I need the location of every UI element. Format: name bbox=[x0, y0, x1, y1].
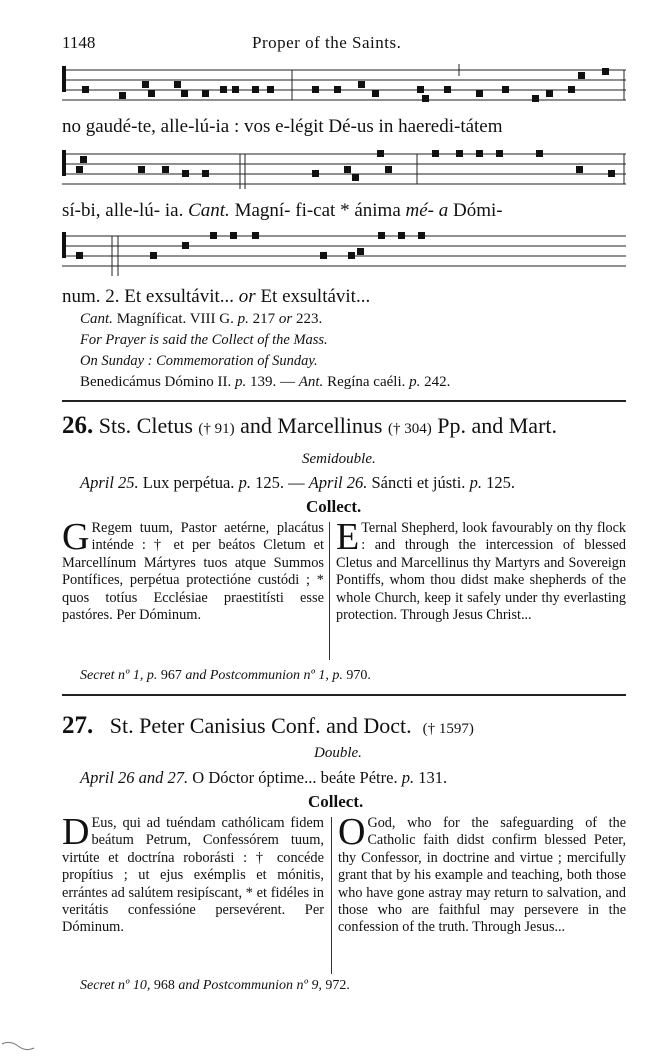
feast-26-collect-latin: G Regem tuum, Pastor aetérne, placátus inténde : † et per beátos Cletum et Marcellínum Mártyres tuos atque Summos Pontífices, perpétua protectióne custódi ; * quos totíus Ecclésiae praestitísti esse pastóres. Per Dóminum. bbox=[62, 516, 324, 624]
chant-staff-2 bbox=[62, 144, 626, 196]
feast-27-collect-title: Collect. bbox=[308, 792, 364, 811]
section-divider-1 bbox=[62, 400, 626, 402]
feast-27-collect-english: O God, who for the safeguarding of the Catholic faith didst confirm blessed Peter, thy Confessor, in doctrine and virtue ; mercifully grant that by his example and teaching, both those who have gone astray may return to salvation, and those who are faithful may persevere in the confession of the truth. Through Jesus... bbox=[338, 811, 626, 936]
chant-staff-3 bbox=[62, 226, 626, 282]
feast-26-references: April 25. Lux perpétua. p. 125. — April 26. Sáncti et jústi. p. 125. bbox=[80, 473, 515, 492]
dropcap: G bbox=[62, 516, 90, 558]
feast-27-secret: Secret nº 10, 968 and Postcommunion nº 9, 972. bbox=[80, 978, 350, 993]
feast-27-rank: Double. bbox=[314, 745, 362, 761]
rubric-benedicamus: Benedicámus Dómino II. p. 139. — Ant. Regína caéli. p. 242. bbox=[80, 374, 451, 390]
feast-26-heading: 26. Sts. Cletus († 91) and Marcellinus († 304) Pp. and Mart. bbox=[62, 412, 558, 439]
dropcap: E bbox=[336, 516, 360, 558]
feast-27-references: April 26 and 27. O Dóctor óptime... beáte Pétre. p. 131. bbox=[80, 768, 448, 787]
chant-staff-1 bbox=[62, 62, 626, 112]
rubric-sunday: On Sunday : Commemoration of Sunday. bbox=[80, 353, 318, 369]
section-divider-2 bbox=[62, 694, 626, 696]
dropcap: D bbox=[62, 811, 90, 853]
feast-26-collect-title: Collect. bbox=[306, 497, 362, 516]
page-number: 1148 bbox=[62, 33, 96, 52]
running-title: Proper of the Saints. bbox=[252, 33, 402, 52]
column-divider-26 bbox=[329, 522, 330, 660]
feast-27-heading: 27. St. Peter Canisius Conf. and Doct. († 1597) bbox=[62, 712, 474, 739]
feast-26-collect-english: E Ternal Shepherd, look favourably on thy flock : and through the intercession of blessed Cletus and Marcellinus thy Martyrs and Sovereign Pontiffs, whom thou didst make shepherds of the whole Church, keep it safely under thy everlasting protection. Through Jesus Christ... bbox=[336, 516, 626, 624]
rubric-prayer: For Prayer is said the Collect of the Mass. bbox=[80, 332, 328, 348]
column-divider-27 bbox=[331, 817, 332, 974]
feast-26-rank: Semidouble. bbox=[302, 451, 376, 467]
rubric-magnificat: Cant. Magníficat. VIII G. p. 217 or 223. bbox=[80, 311, 323, 327]
feast-26-secret: Secret nº 1, p. 967 and Postcommunion nº 1, p. 970. bbox=[80, 668, 371, 683]
dropcap: O bbox=[338, 811, 366, 853]
chant-lyrics-3: num. 2. Et exsultávit... or Et exsultávit... bbox=[62, 286, 371, 307]
chant-lyrics-2: sí-bi, alle-lú- ia. Cant. Magní- fi-cat * ánima mé- a Dómi- bbox=[62, 200, 503, 221]
page-corner-mark bbox=[0, 1026, 40, 1056]
feast-27-collect-latin: D Eus, qui ad tuéndam cathólicam fidem beátum Petrum, Confessórem tuum, virtúte et doctrína roborásti : † concéde propítius ; ut ejus exémplis et mónitis, errántes ad salútem resipíscant, * et fidéles in veritátis confessióne persevérent. Per Dóminum. bbox=[62, 811, 324, 936]
chant-lyrics-1: no gaudé-te, alle-lú-ia : vos e-légit Dé-us in haeredi-tátem bbox=[62, 116, 503, 137]
